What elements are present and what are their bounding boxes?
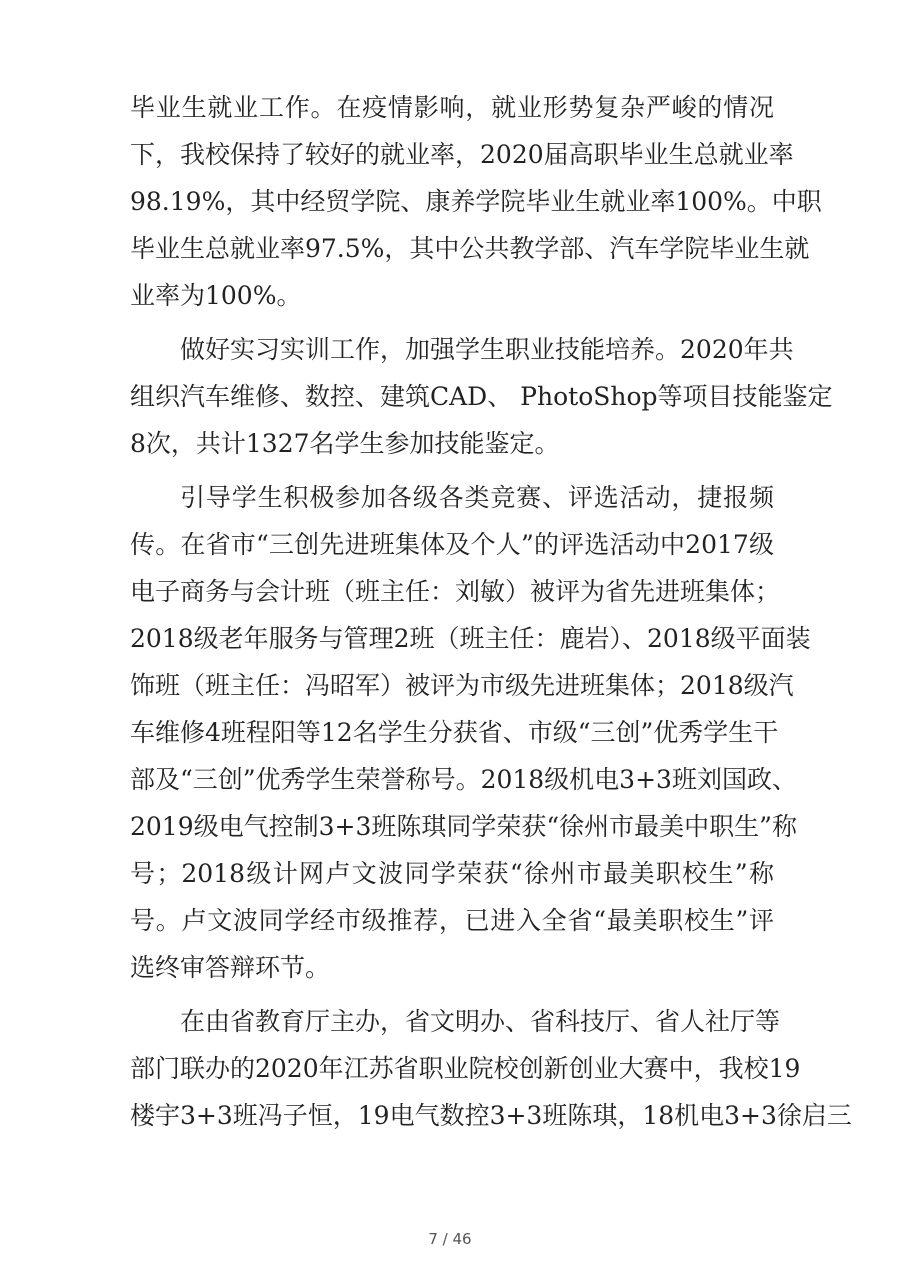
text-line: 毕业生就业工作。在疫情影响，就业形势复杂严峻的情况: [130, 93, 774, 122]
text-line: 传。在省市“三创先进班集体及个人”的评选活动中2017级: [130, 530, 774, 559]
text-line: 电子商务与会计班（班主任：刘敏）被评为省先进班集体；: [130, 577, 781, 606]
text-line: 毕业生总就业率97.5%，其中公共教学部、汽车学院毕业生就: [130, 234, 810, 263]
text-line: 2019级电气控制3+3班陈琪同学荣获“徐州市最美中职生”称: [130, 812, 797, 841]
text-line: 选终审答辩环节。: [130, 953, 331, 982]
text-line: 下，我校保持了较好的就业率，2020届高职毕业生总就业率: [130, 140, 794, 169]
paragraph-first-line: 在由省教育厅主办，省文明办、省科技厅、省人社厅等: [180, 1007, 781, 1036]
text-line: 部门联办的2020年江苏省职业院校创新创业大赛中，我校19: [130, 1054, 801, 1083]
paragraph-first-line: 做好实习实训工作，加强学生职业技能培养。2020年共: [180, 335, 794, 364]
text-line: 组织汽车维修、数控、建筑CAD、 PhotoShop等项目技能鉴定: [130, 382, 833, 411]
text-line: 楼宇3+3班冯子恒，19电气数控3+3班陈琪，18机电3+3徐启三: [130, 1101, 852, 1130]
text-line: 业率为100%。: [130, 281, 302, 310]
paragraph-first-line: 引导学生积极参加各级各类竞赛、评选活动，捷报频: [180, 483, 774, 512]
text-line: 部及“三创”优秀学生荣誉称号。2018级机电3+3班刘国政、: [130, 765, 797, 794]
text-line: 车维修4班程阳等12名学生分获省、市级“三创”优秀学生干: [130, 718, 779, 747]
page-indicator: 7 / 46: [428, 1230, 472, 1248]
text-line: 饰班（班主任：冯昭军）被评为市级先进班集体；2018级汽: [130, 671, 794, 700]
text-line: 8次，共计1327名学生参加技能鉴定。: [130, 429, 560, 458]
text-line: 98.19%，其中经贸学院、康养学院毕业生就业率100%。中职: [130, 187, 822, 216]
text-line: 号；2018级计网卢文波同学荣获“徐州市最美职校生”称: [130, 859, 774, 888]
text-line: 2018级老年服务与管理2班（班主任：鹿岩）、2018级平面装: [130, 624, 811, 653]
text-line: 号。卢文波同学经市级推荐，已进入全省“最美职校生”评: [130, 906, 774, 935]
